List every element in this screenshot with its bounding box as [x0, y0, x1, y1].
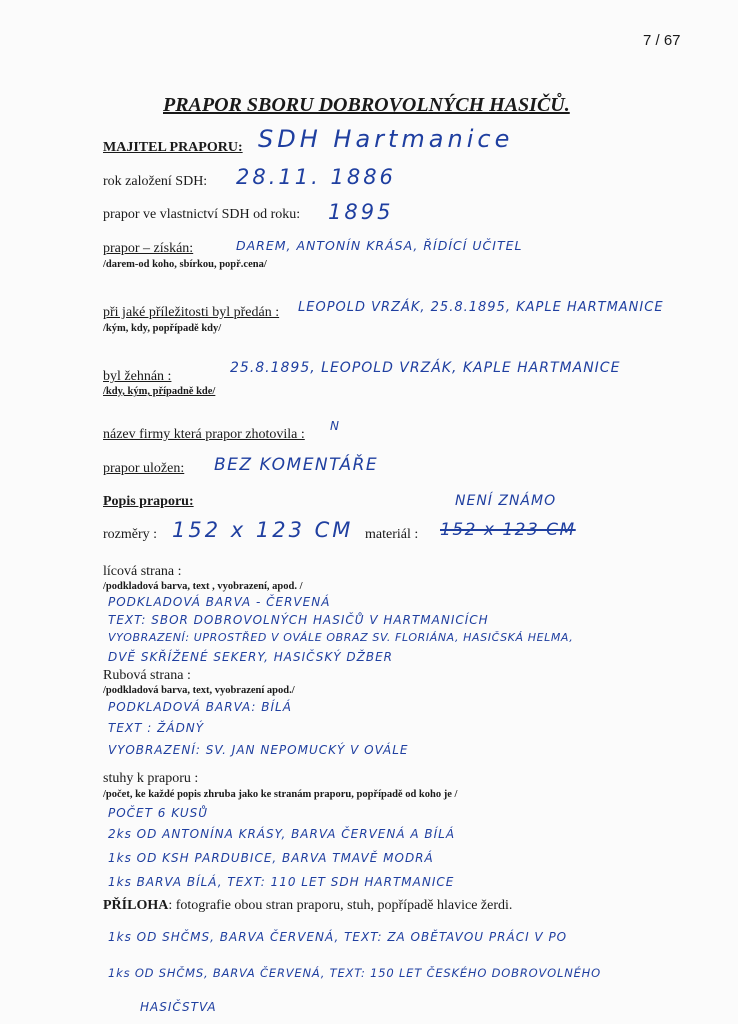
ribbon-line: POČET 6 KUSŮ	[108, 806, 209, 820]
description-heading: Popis praporu:	[103, 494, 194, 509]
material-struck: 152 x 123 CM	[440, 520, 576, 540]
front-line: DVĚ SKŘÍŽENÉ SEKERY, HASIČSKÝ DŽBER	[108, 650, 394, 664]
page-number: 7 / 67	[643, 32, 681, 49]
stored-value: BEZ KOMENTÁŘE	[214, 455, 379, 475]
back-label: Rubová strana :	[103, 668, 191, 683]
founded-label: rok založení SDH:	[103, 174, 208, 189]
back-hint: /podkladová barva, text, vyobrazení apod./	[103, 685, 295, 696]
front-hint: /podkladová barva, text , vyobrazení, apod. /	[103, 581, 303, 592]
attachment-label	[103, 898, 512, 914]
ribbons-hint: /počet, ke každé popis zhruba jako ke stranám praporu, popřípadě od koho je /	[103, 789, 458, 800]
front-line: VYOBRAZENÍ: UPROSTŘED V OVÁLE OBRAZ SV. FLORIÁNA, HASIČSKÁ HELMA,	[108, 631, 574, 644]
back-line: PODKLADOVÁ BARVA: BÍLÁ	[108, 700, 292, 714]
front-line: TEXT: SBOR DOBROVOLNÝCH HASIČŮ V HARTMANICÍCH	[108, 613, 489, 627]
ribbon-line: 2ks OD ANTONÍNA KRÁSY, BARVA ČERVENÁ A BÍLÁ	[108, 827, 456, 841]
front-line: PODKLADOVÁ BARVA - ČERVENÁ	[108, 595, 331, 609]
attachment-label-bold: PŘÍLOHA	[103, 898, 169, 913]
acquired-hint: /darem-od koho, sbírkou, popř.cena/	[103, 259, 267, 270]
acquired-label: prapor – získán:	[103, 241, 194, 256]
back-line: VYOBRAZENÍ: SV. JAN NEPOMUCKÝ V OVÁLE	[108, 743, 409, 757]
maker-value: N	[330, 419, 340, 433]
owned-since-value: 1895	[328, 200, 394, 224]
attachment-line: 1ks OD SHČMS, BARVA ČERVENÁ, TEXT: 150 LET ČESKÉHO DOBROVOLNÉHO	[108, 966, 601, 980]
consecrated-hint: /kdy, kým, případně kde/	[103, 386, 216, 397]
page-title: PRAPOR SBORU DOBROVOLNÝCH HASIČŮ.	[163, 94, 570, 116]
back-line: TEXT : ŽÁDNÝ	[108, 721, 205, 735]
owner-value: SDH Hartmanice	[258, 125, 514, 153]
consecrated-label: byl žehnán :	[103, 369, 172, 384]
founded-value: 28.11. 1886	[236, 165, 396, 189]
ribbon-line: 1ks OD KSH PARDUBICE, BARVA TMAVĚ MODRÁ	[108, 851, 434, 865]
handed-over-hint: /kým, kdy, popřípadě kdy/	[103, 323, 222, 334]
acquired-value: DAREM, ANTONÍN KRÁSA, ŘÍDÍCÍ UČITEL	[236, 238, 523, 253]
attachment-label-rest: : fotografie obou stran praporu, stuh, popřípadě hlavice žerdi.	[168, 898, 513, 913]
handed-over-value: LEOPOLD VRZÁK, 25.8.1895, KAPLE HARTMANICE	[298, 300, 664, 315]
front-label: lícová strana :	[103, 564, 182, 579]
material-value: NENÍ ZNÁMO	[455, 493, 557, 509]
maker-label: název firmy která prapor zhotovila :	[103, 427, 305, 442]
attachment-line: 1ks OD SHČMS, BARVA ČERVENÁ, TEXT: ZA OBĚTAVOU PRÁCI V PO	[108, 930, 568, 944]
handed-over-label: při jaké příležitosti byl předán :	[103, 305, 280, 320]
size-value: 152 x 123 CM	[172, 518, 354, 542]
ribbons-label: stuhy k praporu :	[103, 771, 199, 786]
owner-label: MAJITEL PRAPORU:	[103, 140, 243, 155]
consecrated-value: 25.8.1895, LEOPOLD VRZÁK, KAPLE HARTMANICE	[230, 360, 621, 376]
ribbon-line: 1ks BARVA BÍLÁ, TEXT: 110 LET SDH HARTMANICE	[108, 875, 455, 889]
material-label: materiál :	[365, 527, 419, 542]
owned-since-label: prapor ve vlastnictví SDH od roku:	[103, 207, 301, 222]
stored-label: prapor uložen:	[103, 461, 185, 476]
attachment-line: HASIČSTVA	[140, 1000, 217, 1014]
size-label: rozměry :	[103, 527, 158, 542]
